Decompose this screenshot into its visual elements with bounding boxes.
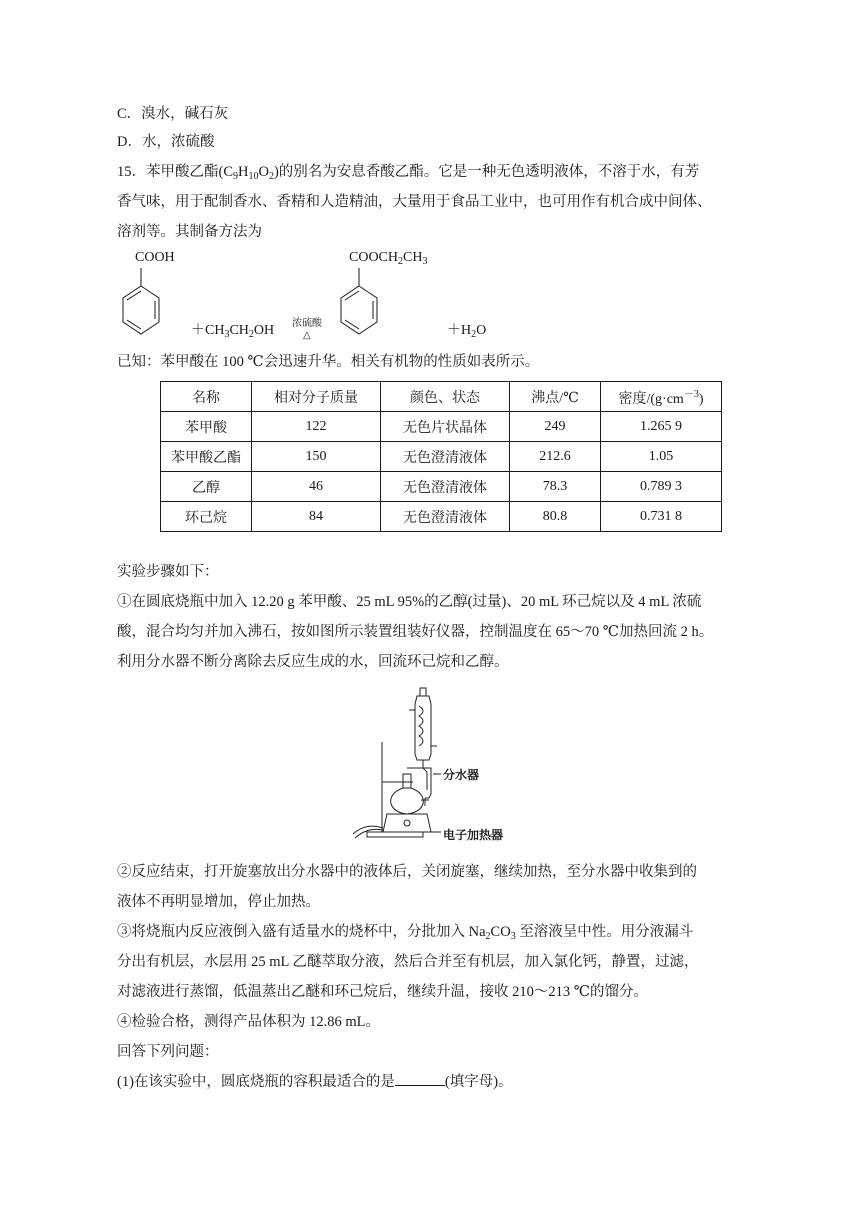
table-cell: 46 bbox=[252, 472, 381, 502]
table-row bbox=[161, 412, 722, 442]
heat-symbol: △ bbox=[303, 330, 311, 341]
step-1-line-1: ①在圆底烧瓶中加入 12.20 g 苯甲酸、25 mL 95%的乙醇(过量)、20 mL 环己烷以及 4 mL 浓硫 bbox=[117, 594, 702, 610]
header-cell: 相对分子质量 bbox=[252, 382, 381, 412]
table-row bbox=[161, 442, 722, 472]
known-statement: 已知：苯甲酸在 100 ℃会迅速升华。相关有机物的性质如表所示。 bbox=[117, 354, 540, 370]
table-cell: 无色澄清液体 bbox=[381, 502, 510, 532]
table-cell: 无色片状晶体 bbox=[381, 412, 510, 442]
question-15-line-1: 15．苯甲酸乙酯$(C_9H_{10}O_2)$的别名为安息香酸乙酯。它是一种无色透明液体，不溶于水，有芳 bbox=[117, 164, 700, 182]
heater-label: 电子加热器 bbox=[443, 828, 504, 842]
step-2-line-2: 液体不再明显增加，停止加热。 bbox=[117, 894, 320, 910]
step-2-line-1: ②反应结束，打开旋塞放出分水器中的液体后，关闭旋塞，继续加热，至分水器中收集到的 bbox=[117, 864, 697, 880]
table-cell: 80.8 bbox=[510, 502, 601, 532]
question-1: (1)在该实验中，圆底烧瓶的容积最适合的是 (填字母)。 bbox=[117, 1074, 513, 1090]
answer-blank bbox=[395, 1073, 445, 1086]
table-header-row bbox=[161, 382, 722, 412]
separator-label: 分水器 bbox=[443, 768, 480, 782]
option-c: C．溴水，碱石灰 bbox=[117, 106, 229, 122]
table-cell: 乙醇 bbox=[161, 472, 252, 502]
header-cell-density: 密度$/(g\cdot cm^{-3})$ bbox=[601, 382, 722, 412]
ethanol-term: $+CH_3CH_2OH$ bbox=[191, 323, 275, 340]
question-number: 15． bbox=[117, 164, 146, 180]
header-cell: 名称 bbox=[161, 382, 252, 412]
question-15-line-2: 香气味，用于配制香水、香精和人造精油，大量用于食品工业中，也可用作有机合成中间体、 bbox=[117, 194, 712, 210]
water-term: $+H_2O$ bbox=[447, 323, 487, 340]
table-cell: 78.3 bbox=[510, 472, 601, 502]
step-3-line-1: ③将烧瓶内反应液倒入盛有适量水的烧杯中，分批加入 $Na_2CO_3$ 至溶液呈中性。用分液漏斗 bbox=[117, 924, 694, 942]
table-cell: 无色澄清液体 bbox=[381, 442, 510, 472]
table-row bbox=[161, 502, 722, 532]
steps-heading: 实验步骤如下： bbox=[117, 564, 219, 580]
header-cell: 颜色、状态 bbox=[381, 382, 510, 412]
table-cell: 122 bbox=[252, 412, 381, 442]
catalyst-label: 浓硫酸 bbox=[292, 318, 322, 329]
table-cell: 0.789 3 bbox=[601, 472, 722, 502]
table-cell: 1.05 bbox=[601, 442, 722, 472]
answer-prompt: 回答下列问题： bbox=[117, 1044, 219, 1060]
apparatus-diagram bbox=[345, 682, 525, 842]
step-4: ④检验合格，测得产品体积为 12.86 mL。 bbox=[117, 1014, 381, 1030]
table-cell: 苯甲酸乙酯 bbox=[161, 442, 252, 472]
table-cell: 249 bbox=[510, 412, 601, 442]
header-cell: 沸点/℃ bbox=[510, 382, 601, 412]
step-1-line-2: 酸，混合均匀并加入沸石，按如图所示装置组装好仪器，控制温度在 65～70 ℃加热回流 2 h。 bbox=[117, 624, 714, 640]
table-row bbox=[161, 472, 722, 502]
product-ester-group: $COOCH_2CH_3$ bbox=[349, 250, 428, 267]
table-cell: 150 bbox=[252, 442, 381, 472]
benzene-ring-reactant-icon bbox=[119, 266, 163, 338]
table-cell: 苯甲酸 bbox=[161, 412, 252, 442]
table-cell: 84 bbox=[252, 502, 381, 532]
table-cell: 1.265 9 bbox=[601, 412, 722, 442]
option-d: D．水，浓硫酸 bbox=[117, 134, 215, 150]
table-cell: 0.731 8 bbox=[601, 502, 722, 532]
table-cell: 环己烷 bbox=[161, 502, 252, 532]
table-cell: 212.6 bbox=[510, 442, 601, 472]
table-cell: 无色澄清液体 bbox=[381, 472, 510, 502]
properties-table bbox=[160, 381, 722, 532]
step-3-line-3: 对滤液进行蒸馏，低温蒸出乙醚和环己烷后，继续升温，接收 210～213 ℃的馏分。 bbox=[117, 984, 648, 1000]
reaction-scheme bbox=[117, 248, 537, 343]
step-1-line-3: 利用分水器不断分离除去反应生成的水，回流环己烷和乙醇。 bbox=[117, 654, 509, 670]
reflux-apparatus-icon bbox=[345, 682, 525, 842]
step-3-line-2: 分出有机层，水层用 25 mL 乙醚萃取分液，然后合并至有机层，加入氯化钙，静置，过滤， bbox=[117, 954, 699, 970]
reactant-carboxyl: COOH bbox=[135, 250, 175, 265]
question-15-line-3: 溶剂等。其制备方法为 bbox=[117, 224, 262, 240]
benzene-ring-product-icon bbox=[337, 266, 381, 338]
